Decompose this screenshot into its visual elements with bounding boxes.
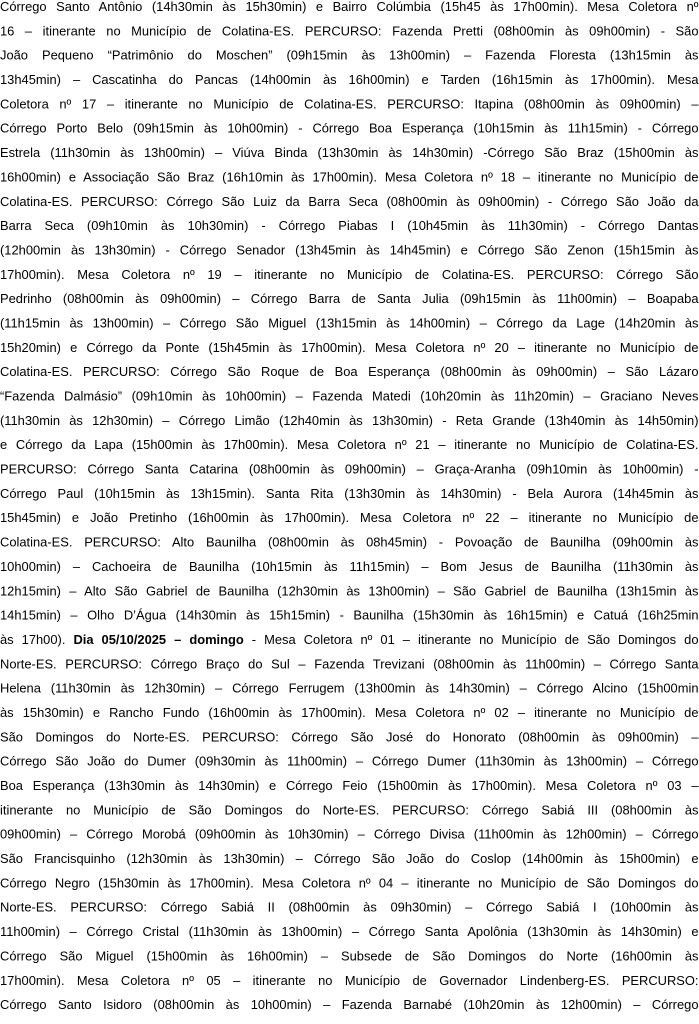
- text-line: 16 – itinerante no Município de Colatina-ES. PERCURSO: Fazenda Pretti (08h00min às 09h00min) - São: [0, 24, 699, 39]
- text-line: 10h00min) – Cachoeira de Baunilha (10h15min às 11h15min) – Bom Jesus de Baunilha (11h30min às: [0, 559, 699, 574]
- text-line: 12h15min) – Alto São Gabriel de Baunilha (12h30min às 13h00min) – São Gabriel de Baunilha (13h15min às: [0, 584, 699, 599]
- text-line: 09h00min) – Córrego Morobá (09h00min às 10h30min) – Córrego Divisa (11h00min às 12h00min) – Córrego: [0, 827, 699, 842]
- text-line: (11h30min às 12h30min) – Córrego Limão (12h40min às 13h30min) - Reta Grande (13h40min às 14h50min): [0, 413, 699, 428]
- text-line: São Domingos do Norte-ES. PERCURSO: Córrego São José do Honorato (08h00min às 09h00min) –: [0, 730, 699, 745]
- text-line: Córrego Negro (15h30min às 17h00min). Mesa Coletora nº 04 – itinerante no Município de São Domingos do: [0, 876, 699, 891]
- text-line: 14h15min) – Olho D’Água (14h30min às 15h15min) - Baunilha (15h30min às 16h15min) e Catuá (16h25min: [0, 608, 699, 623]
- text-line: 15h20min) e Córrego da Ponte (15h45min às 17h00min). Mesa Coletora nº 20 – itinerante no Município de: [0, 340, 699, 355]
- text-line: Córrego São Miguel (15h00min às 16h00min) – Subsede de São Domingos do Norte (16h00min às: [0, 949, 699, 964]
- text-line: Colatina-ES. PERCURSO: Córrego São Roque de Boa Esperança (08h00min às 09h00min) – São Lázaro: [0, 365, 699, 380]
- text-line: Pedrinho (08h00min às 09h00min) – Córrego Barra de Santa Julia (09h15min às 11h00min) – Boapaba: [0, 292, 699, 307]
- text-line: Córrego Paul (10h15min às 13h15min). Santa Rita (13h30min às 14h30min) - Bela Aurora (14h45min às: [0, 486, 699, 501]
- text-line: Norte-ES. PERCURSO: Córrego Sabiá II (08h00min às 09h30min) – Córrego Sabiá I (10h00min às: [0, 900, 699, 915]
- text-run: às 17h00).: [0, 632, 74, 647]
- text-line: itinerante no Município de São Domingos do Norte-ES. PERCURSO: Córrego Sabiá III (08h00min às: [0, 803, 699, 818]
- text-line: 15h45min) e João Pretinho (16h00min às 17h00min). Mesa Coletora nº 22 – itinerante no Município de: [0, 511, 699, 526]
- text-line: (11h15min às 13h00min) – Córrego São Miguel (13h15min às 14h00min) – Córrego da Lage (14h20min às: [0, 316, 699, 331]
- date-heading: Dia 05/10/2025 – domingo: [73, 632, 244, 647]
- text-line: 16h00min) e Associação São Braz (16h10min às 17h00min). Mesa Coletora nº 18 – itinerante no Município de: [0, 170, 699, 185]
- text-line: Coletora nº 17 – itinerante no Município de Colatina-ES. PERCURSO: Itapina (08h00min às 09h00min) –: [0, 97, 699, 112]
- text-line: Córrego Santo Antônio (14h30min às 15h30min) e Bairro Colúmbia (15h45 às 17h00min). Mesa Coletora nº: [0, 0, 699, 14]
- text-line: “Fazenda Dalmásio” (09h10min às 10h00min) – Fazenda Matedi (10h20min às 11h20min) – Graciano Neves: [0, 389, 699, 404]
- text-line: Helena (11h30min às 12h30min) – Córrego Ferrugem (13h00min às 14h30min) – Córrego Alcino (15h00min: [0, 681, 699, 696]
- text-line: 13h45min) – Cascatinha do Pancas (14h00min às 16h00min) e Tarden (16h15min às 17h00min). Mesa: [0, 73, 699, 88]
- text-line: 11h00min) – Córrego Cristal (11h30min às 13h00min) – Córrego Santa Apolônia (13h30min às 14h30min) e: [0, 925, 699, 940]
- text-run: - Mesa Coletora nº 01 – itinerante no Município de São Domingos do: [243, 632, 699, 647]
- text-line: e Córrego da Lapa (15h00min às 17h00min). Mesa Coletora nº 21 – itinerante no Município de Colatina-ES.: [0, 438, 699, 453]
- text-line: Norte-ES. PERCURSO: Córrego Braço do Sul – Fazenda Trevizani (08h00min às 11h00min) – Córrego Santa: [0, 657, 699, 672]
- text-line: Barra Seca (09h10min às 10h30min) - Córrego Piabas I (10h45min às 11h30min) - Córrego Dantas: [0, 219, 699, 234]
- text-line: São Francisquinho (12h30min às 13h30min) – Córrego São João do Coslop (14h00min às 15h00min) e: [0, 852, 699, 867]
- text-line: Córrego Santo Isidoro (08h00min às 10h00min) – Fazenda Barnabé (10h20min às 12h00min) – Córrego: [0, 998, 699, 1013]
- text-line: 17h00min). Mesa Coletora nº 19 – itinerante no Município de Colatina-ES. PERCURSO: Córrego São: [0, 267, 699, 282]
- text-line: João Pequeno “Patrimônio do Moschen” (09h15min às 13h00min) – Fazenda Floresta (13h15min às: [0, 48, 699, 63]
- text-line: Estrela (11h30min às 13h00min) – Viúva Binda (13h30min às 14h30min) -Córrego São Braz (15h00min às: [0, 146, 699, 161]
- text-line: (12h00min às 13h30min) - Córrego Senador (13h45min às 14h45min) e Córrego São Zenon (15h15min às: [0, 243, 699, 258]
- text-line: Boa Esperança (13h30min às 14h30min) e Córrego Feio (15h00min às 17h00min). Mesa Coletora nº 03 –: [0, 779, 699, 793]
- text-line: Córrego São João do Dumer (09h30min às 11h00min) – Córrego Dumer (11h30min às 13h00min) – Córrego: [0, 754, 699, 769]
- text-line: às 15h30min) e Rancho Fundo (16h00min às 17h00min). Mesa Coletora nº 02 – itinerante no Município de: [0, 705, 699, 720]
- text-line: Colatina-ES. PERCURSO: Alto Baunilha (08h00min às 08h45min) - Povoação de Baunilha (09h00min às: [0, 535, 699, 550]
- text-line: PERCURSO: Córrego Santa Catarina (08h00min às 09h00min) – Graça-Aranha (09h10min às 10h00min) -: [0, 462, 699, 477]
- text-line: 17h00min). Mesa Coletora nº 05 – itinerante no Município de Governador Lindenberg-ES. PERCURSO:: [0, 973, 699, 988]
- text-line: [0, 628, 699, 652]
- text-line: Córrego Porto Belo (09h15min às 10h00min) - Córrego Boa Esperança (10h15min às 11h15min) - Córrego: [0, 121, 699, 136]
- text-line: Colatina-ES. PERCURSO: Córrego São Luiz da Barra Seca (08h00min às 09h00min) - Córrego São João da: [0, 194, 699, 209]
